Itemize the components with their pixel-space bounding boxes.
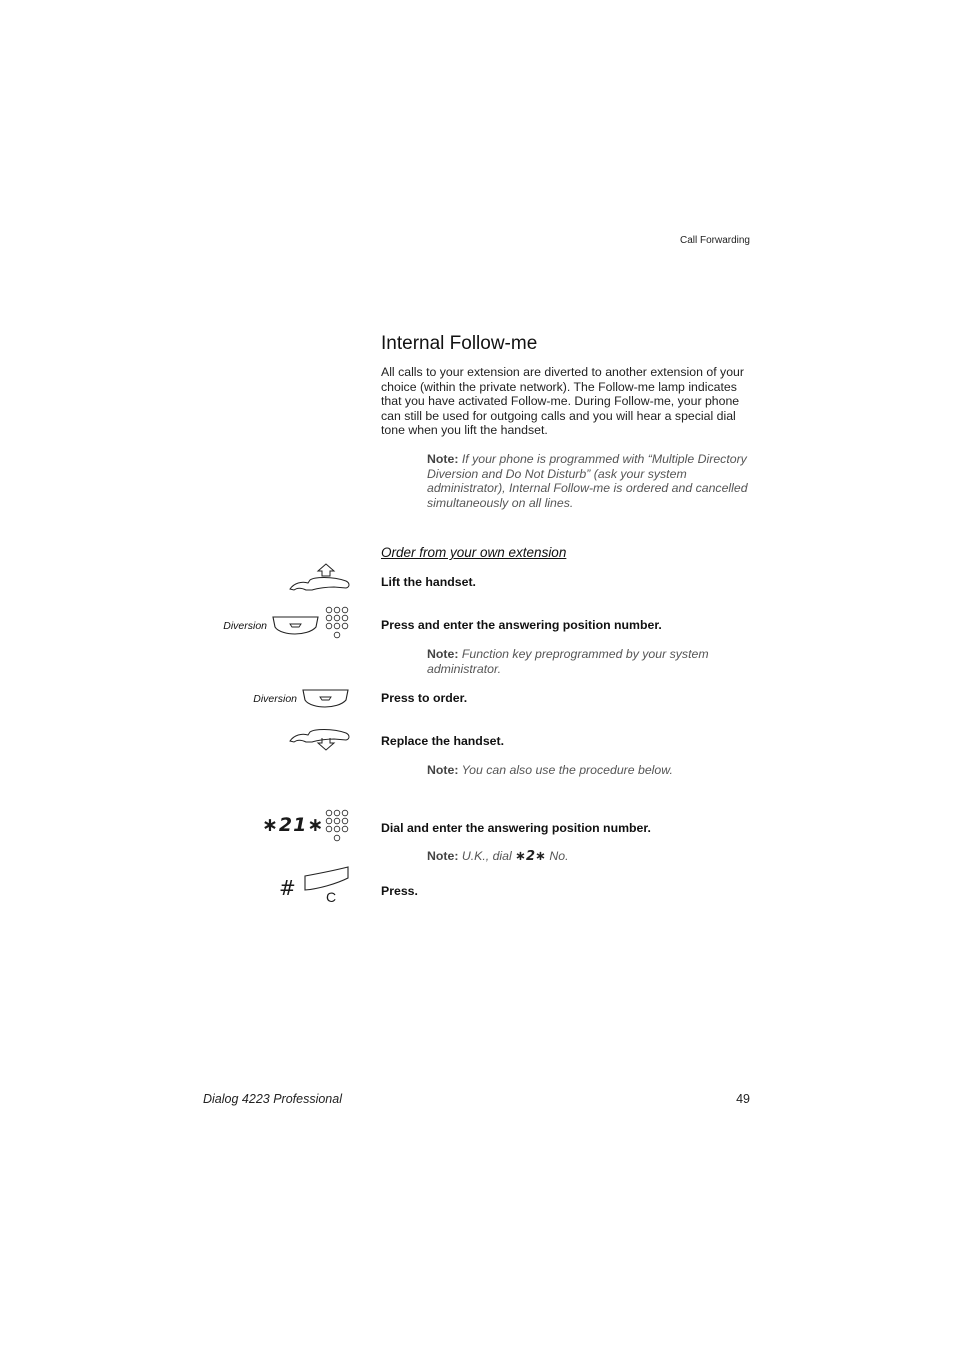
note-alternative-procedure <box>427 763 751 778</box>
note-label: Note: <box>427 763 459 777</box>
note-text: Function key preprogrammed by your system administrator. <box>427 647 709 676</box>
note-text: You can also use the procedure below. <box>461 763 673 777</box>
intro-paragraph: All calls to your extension are diverted to another extension of your choice (within the private network). The Follow-me lamp indicates that you have activated Follow-me. During Follow-me, your phone can still be used for outgoing calls and you will hear a special dial tone when you lift the handset. <box>381 365 744 438</box>
step-replace-handset: Replace the handset. <box>381 734 505 748</box>
diversion-key-icon[interactable] <box>272 615 320 635</box>
note-function-key <box>427 647 751 676</box>
page-number: 49 <box>736 1092 750 1106</box>
hash-symbol: # <box>279 876 296 900</box>
footer-product-name: Dialog 4223 Professional <box>203 1092 342 1106</box>
step-press: Press. <box>381 884 418 898</box>
step-lift-handset: Lift the handset. <box>381 575 476 589</box>
note-uk-dial <box>427 849 751 865</box>
note-text: No. <box>549 849 569 863</box>
lift-handset-icon <box>288 563 352 593</box>
running-header: Call Forwarding <box>679 235 750 246</box>
dial-code: ∗21∗ <box>262 814 325 836</box>
step-dial-enter-number: Dial and enter the answering position number. <box>381 821 651 835</box>
replace-handset-icon <box>288 727 352 753</box>
note-label: Note: <box>427 849 459 863</box>
step-press-to-order: Press to order. <box>381 691 468 705</box>
note-label: Note: <box>427 452 459 466</box>
diversion-key-icon[interactable] <box>302 688 350 708</box>
uk-dial-code: ∗2∗ <box>515 849 546 864</box>
diversion-key-label: Diversion <box>223 620 267 632</box>
clear-key-letter: C <box>326 889 337 905</box>
note-multiple-directory <box>427 452 751 510</box>
page-title: Internal Follow-me <box>381 333 538 354</box>
note-label: Note: <box>427 647 459 661</box>
keypad-icon <box>325 606 351 642</box>
note-text: U.K., dial <box>461 849 512 863</box>
section-subheading: Order from your own extension <box>381 545 567 560</box>
keypad-icon <box>325 809 351 845</box>
note-text: If your phone is programmed with “Multiple Directory Diversion and Do Not Disturb” (ask your system administrator), Internal Follow-me is ordered and cancelled simultaneously on all lines. <box>427 452 748 510</box>
step-press-enter-number: Press and enter the answering position number. <box>381 618 662 632</box>
diversion-key-label: Diversion <box>253 693 297 705</box>
